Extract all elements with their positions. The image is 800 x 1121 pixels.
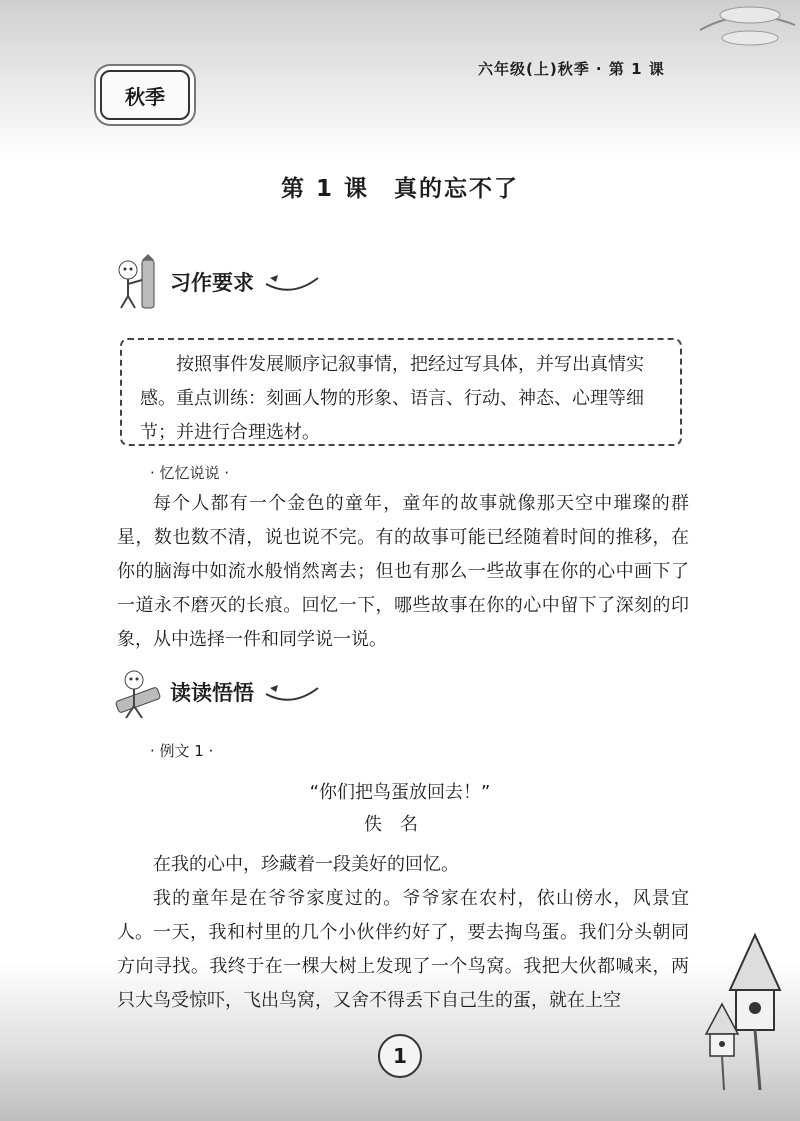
birdhouse-icon xyxy=(700,930,800,1090)
essay-paragraph: 一天，我和村里的几个小伙伴约好了，要去掏鸟蛋。我们分头朝同方向寻找。我终于在一棵大树上发现了一个鸟窝。我把大伙都喊来，两只大鸟受惊吓，飞出鸟窝，又舍不得丢下自己生的蛋，就在上空 xyxy=(117,922,689,1011)
arrow-swoosh-icon xyxy=(262,270,322,294)
page-number: 1 xyxy=(378,1034,422,1078)
essay-author: 佚名 xyxy=(364,814,436,835)
section-header-requirements xyxy=(112,262,322,302)
season-badge: 秋季 xyxy=(100,70,190,120)
cartoon-pencil-icon xyxy=(112,254,162,310)
section-label: 读读悟悟 xyxy=(170,681,254,705)
essay-paragraph: 在我的心中，珍藏着一段美好的回忆。 xyxy=(153,854,459,875)
dragonfly-icon xyxy=(690,0,800,60)
recall-sub-label: · 忆忆说说 · xyxy=(150,464,230,482)
requirement-box: 按照事件发展顺序记叙事情，把经过写具体，并写出真情实感。重点训练：刻画人物的形象、语言、行动、神态、心理等细节；并进行合理选材。 xyxy=(120,338,682,446)
cartoon-pencil-icon xyxy=(112,664,162,720)
section-label: 习作要求 xyxy=(170,271,254,295)
arrow-swoosh-icon xyxy=(262,680,322,704)
lesson-title: 第 1 课 真的忘不了 xyxy=(280,176,520,202)
example-sub-label: · 例文 1 · xyxy=(150,742,214,760)
section-header-reading xyxy=(112,672,322,712)
essay-paragraph: 我的童年是在爷爷家度过的。爷爷家在农村，依山傍水，风景宜人。 xyxy=(117,888,689,943)
recall-paragraph: 每个人都有一个金色的童年，童年的故事就像那天空中璀璨的群星，数也数不清，说也说不完。有的故事可能已经随着时间的推移，在你的脑海中如流水般悄然离去；但也有那么一些故事在你的心中画下了一道永不磨灭的长痕。回忆一下，哪些故事在你的心中留下了深刻的印象，从中选择一件和同学说一说。 xyxy=(117,493,689,650)
essay-title: “你们把鸟蛋放回去！” xyxy=(309,782,491,803)
grade-lesson-header: 六年级(上)秋季 · 第 1 课 xyxy=(478,60,665,78)
